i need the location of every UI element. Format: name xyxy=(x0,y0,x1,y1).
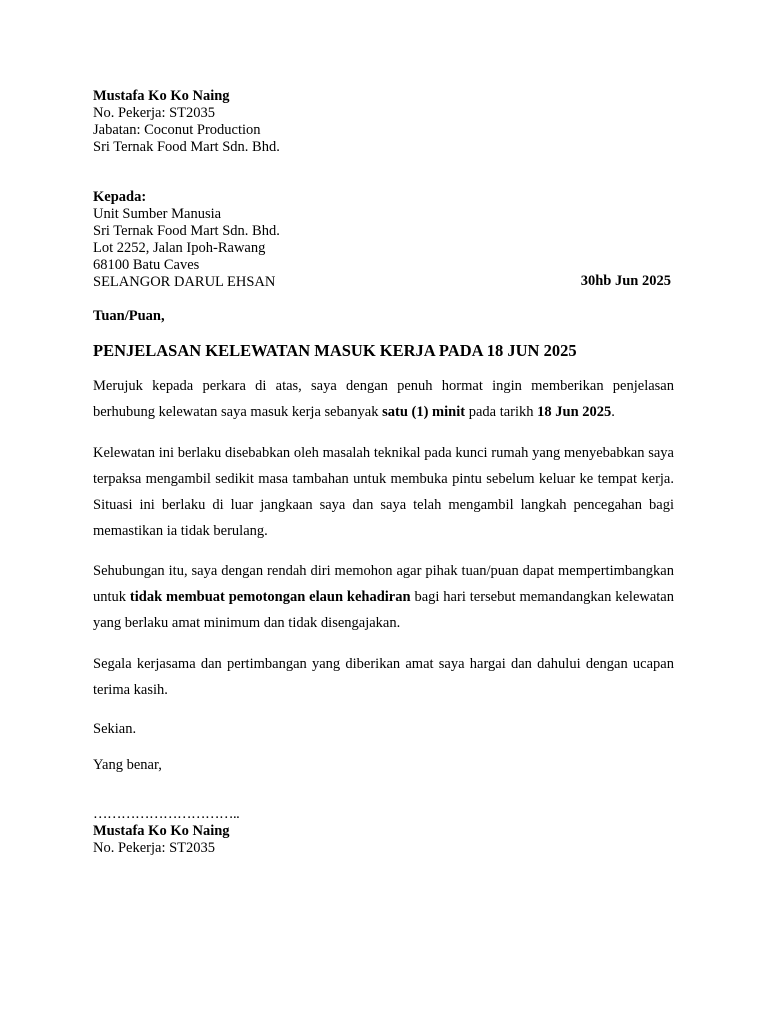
closing-line: Sekian. xyxy=(93,721,137,737)
recipient-address-line-2: 68100 Batu Caves xyxy=(93,257,200,273)
recipient-address-line-1: Lot 2252, Jalan Ipoh-Rawang xyxy=(93,240,266,256)
recipient-company: Sri Ternak Food Mart Sdn. Bhd. xyxy=(93,223,280,239)
body-paragraph-2: Kelewatan ini berlaku disebabkan oleh masalah teknikal pada kunci rumah yang menyebabkan saya terpaksa mengambil sedikit masa tambahan untuk membuka pintu sebelum keluar ke tempat kerja. Situasi ini berlaku di luar jangkaan saya dan saya telah mengambil langkah pencegahan bagi memastikan ia tidak berulang. xyxy=(93,445,674,539)
paragraph-bold-text: 18 Jun 2025 xyxy=(537,404,612,420)
paragraph-text: Merujuk kepada perkara di atas, saya dengan penuh hormat ingin memberikan penjelasan berhubung kelewatan saya masuk kerja sebanyak xyxy=(93,378,674,420)
recipient-block xyxy=(93,189,280,291)
signature-employee-no: No. Pekerja: ST2035 xyxy=(93,840,216,856)
valediction: Yang benar, xyxy=(93,757,162,773)
signature-name: Mustafa Ko Ko Naing xyxy=(93,823,230,839)
subject-heading: PENJELASAN KELEWATAN MASUK KERJA PADA 18 JUN 2025 xyxy=(93,341,577,360)
paragraph-bold-text: satu (1) minit xyxy=(382,404,466,420)
body-paragraph-4: Segala kerjasama dan pertimbangan yang diberikan amat saya hargai dan dahului dengan ucapan terima kasih. xyxy=(93,656,674,698)
recipient-unit: Unit Sumber Manusia xyxy=(93,206,222,222)
signature-line: ………………………….. xyxy=(93,806,240,822)
paragraph-text: pada tarikh xyxy=(465,404,538,420)
paragraph-bold-text: tidak membuat pemotongan elaun kehadiran xyxy=(129,589,411,605)
sender-company: Sri Ternak Food Mart Sdn. Bhd. xyxy=(93,139,280,155)
recipient-heading: Kepada: xyxy=(93,189,147,205)
sender-block xyxy=(93,88,280,156)
body-paragraph-1 xyxy=(93,373,674,425)
recipient-state: SELANGOR DARUL EHSAN xyxy=(93,274,276,290)
paragraph-text: bagi hari tersebut memandangkan kelewatan yang berlaku amat minimum dan tidak disengajakan. xyxy=(93,589,674,631)
sender-name: Mustafa Ko Ko Naing xyxy=(93,88,230,104)
paragraph-text: Sehubungan itu, saya dengan rendah diri memohon agar pihak tuan/puan dapat mempertimbangkan untuk xyxy=(93,563,674,605)
sender-employee-no: No. Pekerja: ST2035 xyxy=(93,105,216,121)
paragraph-text: . xyxy=(611,404,615,420)
letter-date: 30hb Jun 2025 xyxy=(580,273,671,289)
body-paragraph-3 xyxy=(93,558,674,636)
sender-department: Jabatan: Coconut Production xyxy=(93,122,261,138)
salutation: Tuan/Puan, xyxy=(93,308,165,324)
signature-block xyxy=(93,806,239,857)
